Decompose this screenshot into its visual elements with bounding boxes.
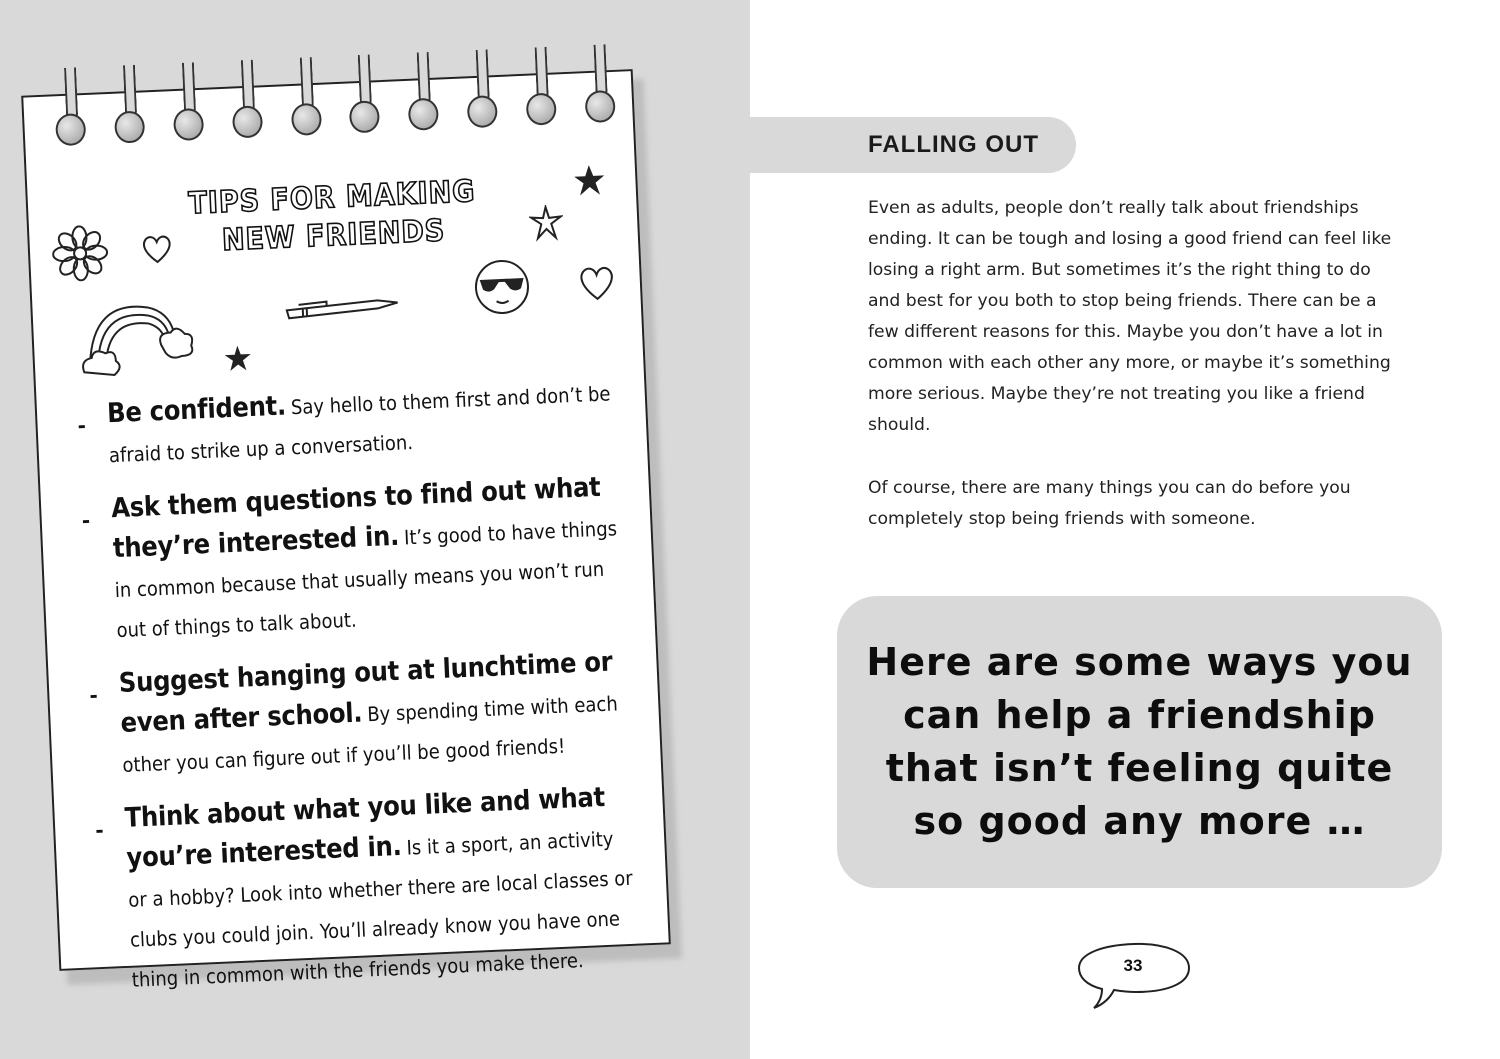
notepad-title-line: TIPS FOR MAKING bbox=[187, 174, 477, 222]
ring-icon bbox=[111, 65, 144, 146]
ring-icon bbox=[464, 49, 497, 130]
tip-body: Is it a sport, an activity or a hobby? Look into whether there are local classes or clubs you could join. You’ll already know you have one thing in common with the friends you make there. bbox=[127, 826, 634, 992]
flower-icon bbox=[51, 224, 109, 282]
sunglasses-smiley-icon bbox=[471, 256, 534, 319]
tip-item bbox=[80, 467, 627, 651]
rainbow-icon bbox=[77, 285, 201, 380]
tip-lead: Be confident. bbox=[106, 390, 287, 430]
ring-icon bbox=[170, 62, 203, 143]
bullet-dash: - bbox=[77, 413, 87, 438]
ring-icon bbox=[581, 44, 614, 125]
body-paragraph: Of course, there are many things you can do before you completely stop being friends with someone. bbox=[868, 478, 1351, 529]
page-number: 33 bbox=[1123, 956, 1143, 975]
ring-icon bbox=[523, 47, 556, 128]
tip-body: Say hello to them first and don’t be afraid to strike up a conversation. bbox=[108, 381, 611, 468]
callout-text: Here are some ways you can help a friendship that isn’t feeling quite so good any more … bbox=[866, 640, 1413, 843]
tip-item bbox=[76, 372, 619, 476]
star-icon bbox=[222, 343, 253, 374]
tip-lead: Think about what you like and what you’re interested in. bbox=[124, 781, 606, 874]
bullet-dash: - bbox=[81, 508, 91, 533]
speech-bubble-icon bbox=[1076, 940, 1192, 1012]
tip-lead: Ask them questions to find out what they’re interested in. bbox=[110, 471, 602, 565]
ring-icon bbox=[228, 59, 261, 140]
tip-lead: Suggest hanging out at lunchtime or even after school. bbox=[118, 646, 613, 740]
tip-item bbox=[88, 642, 633, 786]
heart-icon bbox=[139, 231, 174, 266]
tip-body: By spending time with each other you can figure out if you’ll be good friends! bbox=[121, 691, 619, 777]
pen-icon bbox=[282, 291, 403, 326]
ring-icon bbox=[405, 52, 438, 133]
callout-box bbox=[837, 596, 1442, 888]
notepad-title-line: NEW FRIENDS bbox=[221, 213, 446, 259]
outline-star-icon bbox=[528, 204, 564, 241]
section-heading: FALLING OUT bbox=[868, 131, 1039, 158]
tip-item bbox=[94, 777, 642, 1001]
tip-body: It’s good to have things in common because that usually means you won’t run out of things to talk about. bbox=[114, 516, 618, 643]
star-icon bbox=[572, 162, 607, 197]
ring-icon bbox=[52, 67, 85, 148]
body-paragraph: Even as adults, people don’t really talk about friendships ending. It can be tough and losing a good friend can feel like losing a right arm. But sometimes it’s the right thing to do and best for you both to stop being friends. There can be a few different reasons for this. Maybe you don’t have a lot in common with each other any more, or maybe it’s something more serious. Maybe they’re not treating you like a friend should. bbox=[868, 198, 1392, 435]
heart-icon bbox=[576, 262, 618, 304]
notepad-card bbox=[21, 69, 671, 992]
tips-list bbox=[76, 372, 643, 1015]
ring-icon bbox=[346, 54, 379, 135]
ring-icon bbox=[287, 57, 320, 138]
bullet-dash: - bbox=[88, 683, 99, 708]
bullet-dash: - bbox=[94, 817, 105, 843]
